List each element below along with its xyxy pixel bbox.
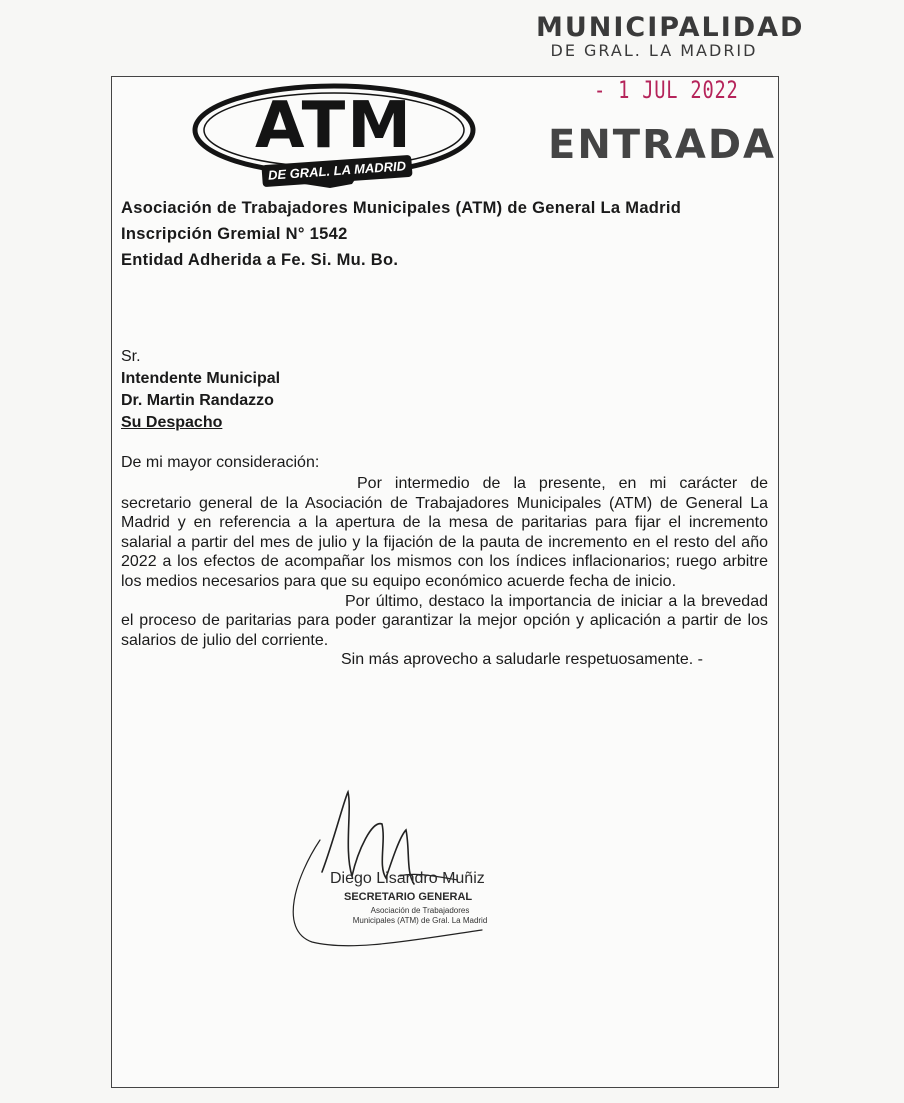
logo-caption: DE GRAL. LA MADRID <box>261 155 412 187</box>
atm-logo <box>192 80 476 192</box>
letter-paragraph-1: Por intermedio de la presente, en mi carácter de secretario general de la Asociación de Trabajadores Municipales (ATM) de General La Madrid y en referencia a la apertura de la mesa de paritarias para fijar el incremento salarial a partir del mes de julio y la fijación de la pauta de incremento en el resto del año 2022 a los efectos de acompañar los mismos con los índices inflacionarios; ruego arbitre los medios necesarios para que su equipo económico acuerde fecha de inicio. <box>121 475 768 590</box>
letter-closing: Sin más aprovecho a saludarle respetuosamente. - <box>341 651 703 669</box>
signature-block <box>282 780 522 960</box>
municipality-stamp <box>536 12 805 60</box>
letter-paragraph-2: Por último, destaco la importancia de iniciar a la brevedad el proceso de paritarias para poder garantizar la mejor opción y aplicación a partir de los salarios de julio del corriente. <box>121 592 768 649</box>
signatory-org-line1: Asociación de Trabajadores <box>370 906 470 915</box>
addressee-name: Dr. Martin Randazzo <box>121 392 274 409</box>
organization-name: Asociación de Trabajadores Municipales (ATM) de General La Madrid <box>121 199 682 217</box>
signatory-org-line2: Municipales (ATM) de Gral. La Madrid <box>352 916 488 925</box>
signatory-organization <box>330 906 510 926</box>
registration-number: Inscripción Gremial N° 1542 <box>121 225 348 243</box>
logo-letters: ATM <box>255 89 413 163</box>
received-date-stamp: - 1 JUL 2022 <box>594 76 739 104</box>
signatory-name: Diego Lisandro Muñiz <box>330 870 485 887</box>
municipality-stamp-line1: MUNICIPALIDAD <box>536 12 805 43</box>
affiliation: Entidad Adherida a Fe. Si. Mu. Bo. <box>121 251 399 269</box>
letter-body <box>121 474 768 670</box>
organization-header <box>121 195 751 273</box>
entry-stamp: ENTRADA <box>548 122 777 168</box>
addressee-office: Su Despacho <box>121 414 223 431</box>
municipality-stamp-line2: DE GRAL. LA MADRID <box>550 41 758 60</box>
addressee-block <box>121 346 521 434</box>
addressee-role: Intendente Municipal <box>121 370 281 387</box>
letter-salutation: De mi mayor consideración: <box>121 454 320 471</box>
signatory-title: SECRETARIO GENERAL <box>344 891 473 903</box>
addressee-title: Sr. <box>121 348 141 365</box>
